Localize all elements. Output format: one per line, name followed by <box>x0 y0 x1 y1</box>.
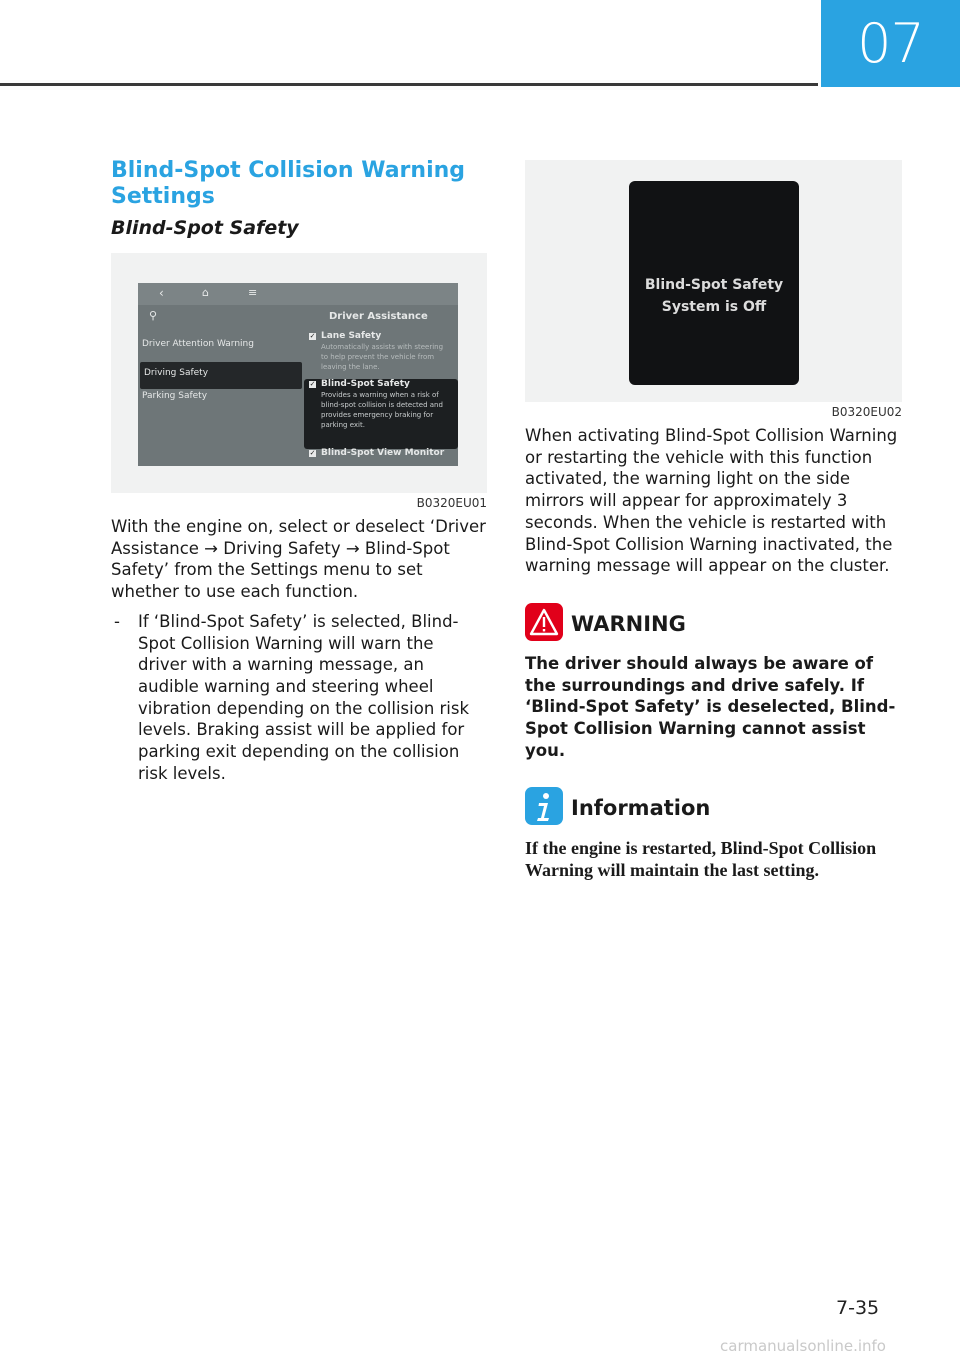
figure-caption: B0320EU01 <box>416 496 487 510</box>
watermark: carmanualsonline.info <box>720 1337 886 1355</box>
option-lane-safety: Lane Safety <box>321 331 382 341</box>
information-heading <box>525 787 902 829</box>
body-paragraph: With the engine on, select or deselect ‘Driver Assistance → Driving Safety → Blind-Spot Safety’ from the Settings menu to set whether to use each function. <box>111 517 486 602</box>
right-column <box>525 160 902 881</box>
settings-screen <box>138 283 458 466</box>
chapter-tab <box>821 0 960 87</box>
warning-heading <box>525 603 902 645</box>
menu-item-driving-safety: Driving Safety <box>144 368 209 378</box>
screen-title: Driver Assistance <box>329 311 428 322</box>
left-column <box>111 158 487 784</box>
home-icon: ⌂ <box>202 286 209 299</box>
checkbox-checked-icon: ✓ <box>309 332 316 340</box>
checkbox-checked-icon: ✓ <box>309 449 316 457</box>
information-icon <box>525 787 563 829</box>
cluster-message-figure <box>525 160 902 402</box>
body-paragraph: When activating Blind-Spot Collision Warning or restarting the vehicle with this function activated, the warning light on the side mirrors will appear for approximately 3 seconds. When the vehicle is restarted with Blind-Spot Collision Warning inactivated, the warning message will appear on the cluster. <box>525 426 898 576</box>
menu-icon: ≡ <box>248 286 258 299</box>
checkbox-checked-icon: ✓ <box>309 380 316 388</box>
chapter-number: 07 <box>857 12 924 75</box>
section-title: Blind-Spot Collision Warning Settings <box>111 158 466 209</box>
warning-text: The driver should always be aware of the surroundings and drive safely. If ‘Blind-Spot Safety’ is deselected, Blind-Spot Collision Warning cannot assist you. <box>525 653 896 760</box>
bullet-text: If ‘Blind-Spot Safety’ is selected, Blind-Spot Collision Warning will warn the driver with a warning message, an audible warning and steering wheel vibration depending on the collision risk levels. Braking assist will be applied for parking exit depending on the collision risk levels. <box>138 611 470 783</box>
cluster-message-line1: Blind-Spot Safety <box>644 277 784 293</box>
cluster-display <box>629 181 799 385</box>
screen-top-bar <box>138 283 458 305</box>
header-rule <box>0 83 818 86</box>
option-lane-safety-desc: Automatically assists with steering to help prevent the vehicle from leaving the lane. <box>321 343 444 371</box>
option-blind-spot-view-monitor: Blind-Spot View Monitor <box>321 448 445 458</box>
page-number: 7-35 <box>836 1297 880 1319</box>
bullet-item <box>111 611 487 785</box>
figure-caption: B0320EU02 <box>831 405 902 419</box>
warning-triangle-icon <box>525 603 563 645</box>
option-blind-spot-safety: Blind-Spot Safety <box>321 379 410 389</box>
subsection-title: Blind-Spot Safety <box>111 217 299 239</box>
back-arrow-icon: ‹ <box>159 286 164 300</box>
warning-title: WARNING <box>571 611 686 636</box>
settings-screen-figure <box>111 253 487 493</box>
search-icon: ⚲ <box>149 309 158 322</box>
information-title: Information <box>571 796 711 821</box>
menu-item-parking-safety: Parking Safety <box>142 391 208 401</box>
option-blind-spot-safety-desc: Provides a warning when a risk of blind-spot collision is detected and provides emergency braking for parking exit. <box>321 391 443 429</box>
cluster-message-line2: System is Off <box>661 299 767 315</box>
bullet-marker: - <box>114 611 120 631</box>
menu-item-driver-attention-warning: Driver Attention Warning <box>142 339 254 349</box>
cluster-message <box>629 274 799 318</box>
information-text: If the engine is restarted, Blind-Spot Collision Warning will maintain the last setting. <box>525 838 877 881</box>
